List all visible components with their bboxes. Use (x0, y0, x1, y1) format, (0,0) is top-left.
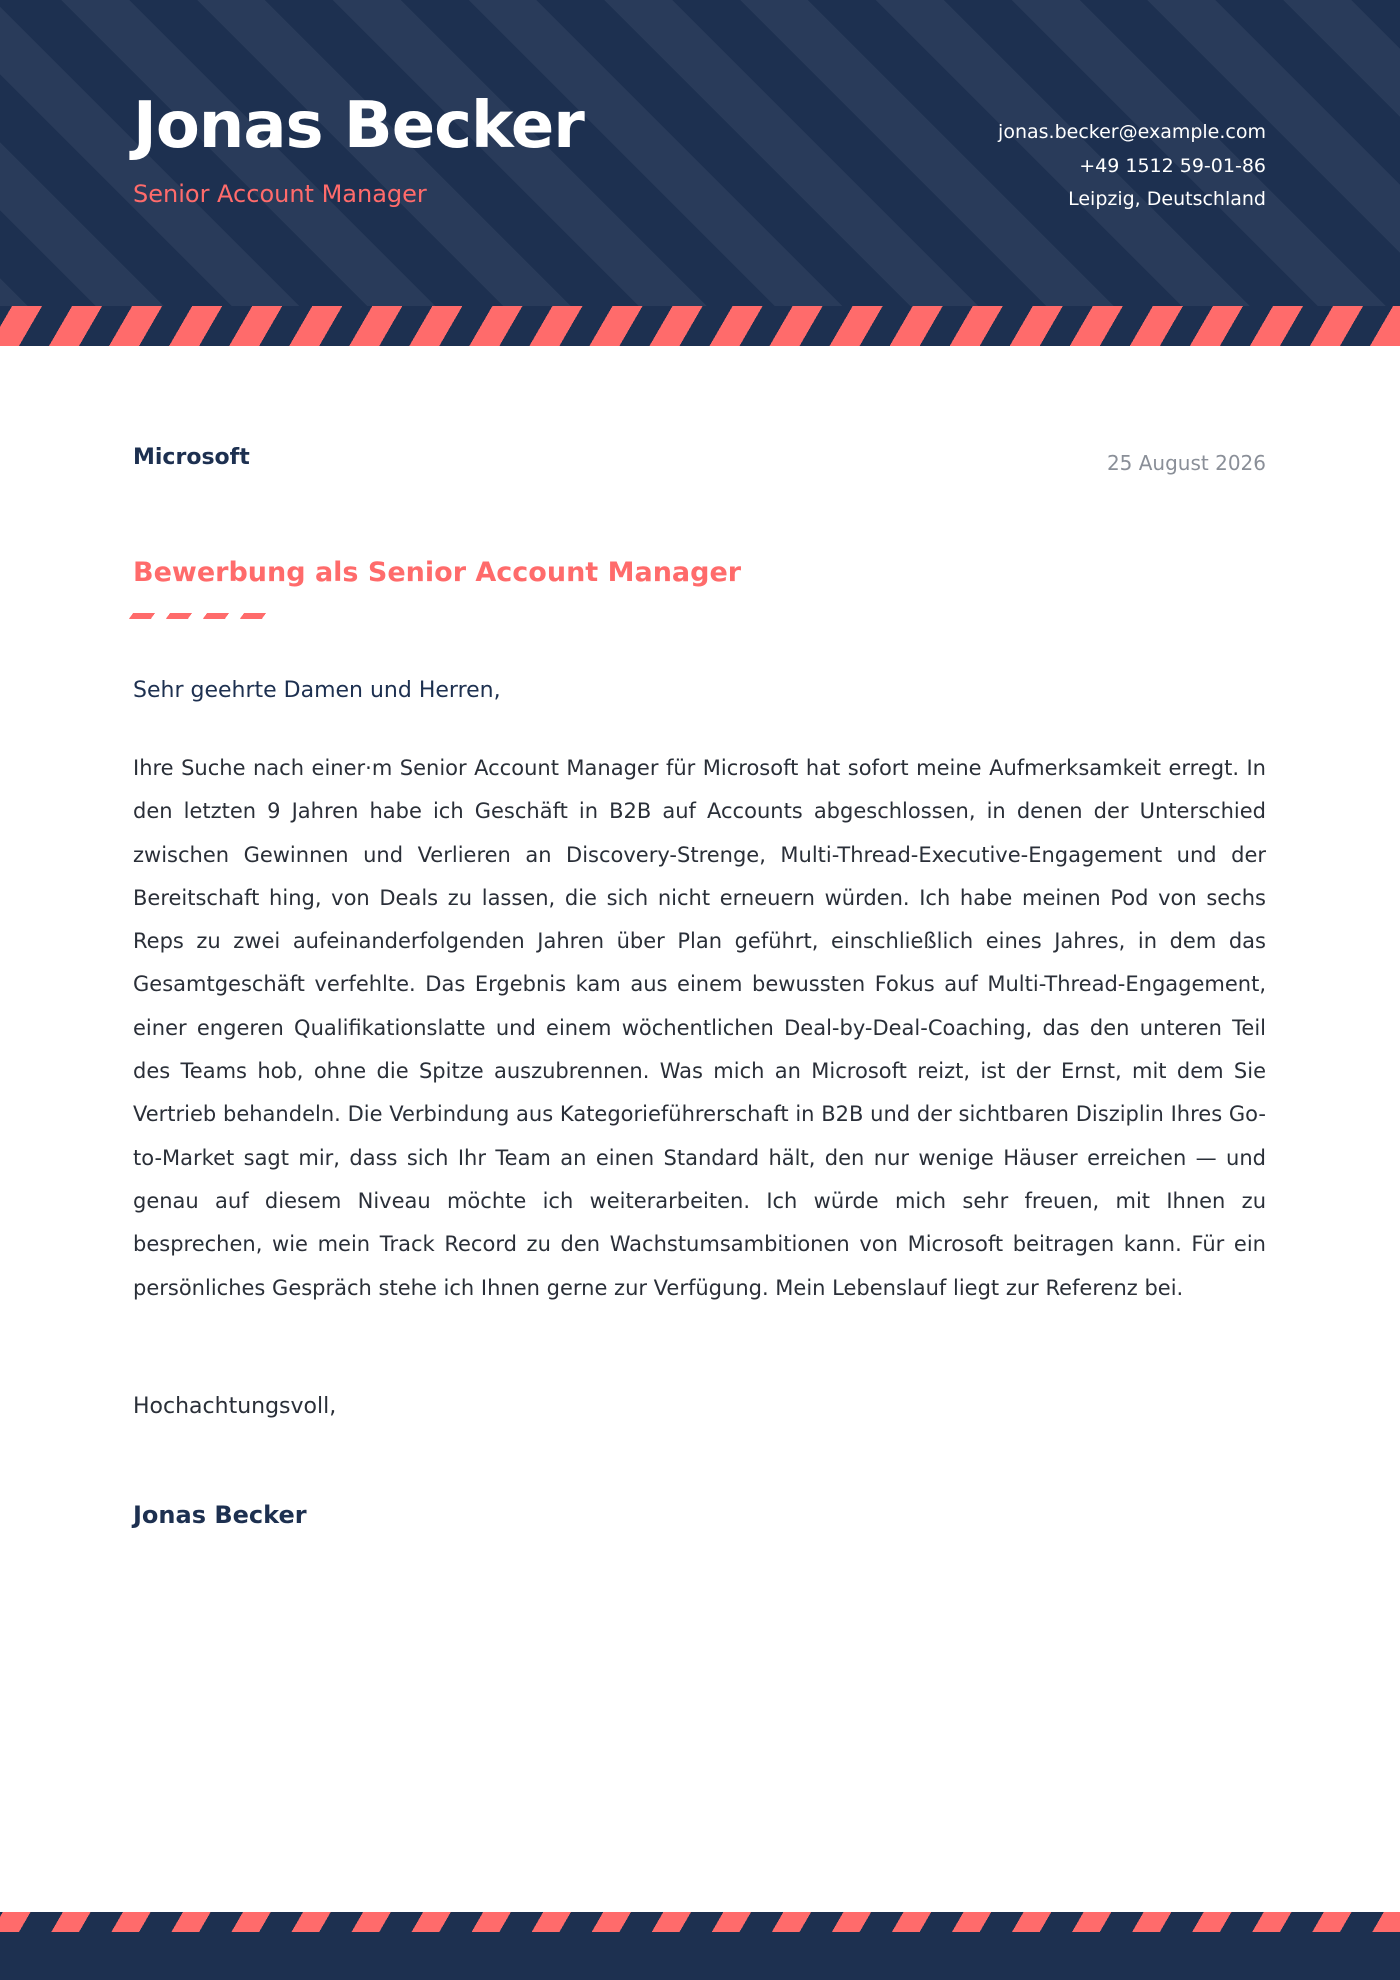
sender-name: Jonas Becker (133, 89, 584, 163)
contact-location: Leipzig, Deutschland (1068, 188, 1266, 210)
signature-name: Jonas Becker (133, 1501, 307, 1529)
letter-date: 25 August 2026 (1106, 451, 1266, 475)
salutation: Sehr geehrte Damen und Herren, (133, 678, 501, 703)
subject-underline-dashes (129, 613, 267, 619)
recipient-company: Microsoft (133, 445, 250, 470)
closing: Hochachtungsvoll, (133, 1394, 337, 1419)
contact-phone: +49 1512 59-01-86 (1079, 154, 1266, 177)
letterhead (0, 0, 1400, 346)
footer-hazard-stripe (0, 1912, 1400, 1932)
letter-body: Ihre Suche nach einer·m Senior Account Manager für Microsoft hat sofort meine Aufmerksamkeit erregt. In den letzten 9 Jahren habe ich Geschäft in B2B auf Accounts abgeschlossen, in denen der Unterschied zwischen Gewinnen und Verlieren an Discovery-Strenge, Multi-Thread-Executive-Engagement und der Bereitschaft hing, von Deals zu lassen, die sich nicht erneuern würden. Ich habe meinen Pod von sechs Reps zu zwei aufeinanderfolgenden Jahren über Plan geführt, einschließlich eines Jahres, in dem das Gesamtgeschäft verfehlte. Das Ergebnis kam aus einem bewussten Fokus auf Multi-Thread-Engagement, einer engeren Qualifikationslatte und einem wöchentlichen Deal-by-Deal-Coaching, das den unteren Teil des Teams hob, ohne die Spitze auszubrennen. Was mich an Microsoft reizt, ist der Ernst, mit dem Sie Vertrieb behandeln. Die Verbindung aus Kategorieführerschaft in B2B und der sichtbaren Disziplin Ihres Go-to-Market sagt mir, dass sich Ihr Team an einen Standard hält, den nur wenige Häuser erreichen — und genau auf diesem Niveau möchte ich weiterarbeiten. Ich würde mich sehr freuen, mit Ihnen zu besprechen, wie mein Track Record zu den Wachstumsambitionen von Microsoft beitragen kann. Für ein persönliches Gespräch stehe ich Ihnen gerne zur Verfügung. Mein Lebenslauf liegt zur Referenz bei. (133, 756, 1266, 1300)
contact-email: jonas.becker@example.com (998, 121, 1266, 143)
header-hazard-stripe (0, 306, 1400, 346)
sender-role: Senior Account Manager (133, 180, 427, 208)
letter-subject: Bewerbung als Senior Account Manager (133, 557, 742, 588)
footer-bar (0, 1932, 1400, 1980)
contact-block (998, 116, 1266, 217)
